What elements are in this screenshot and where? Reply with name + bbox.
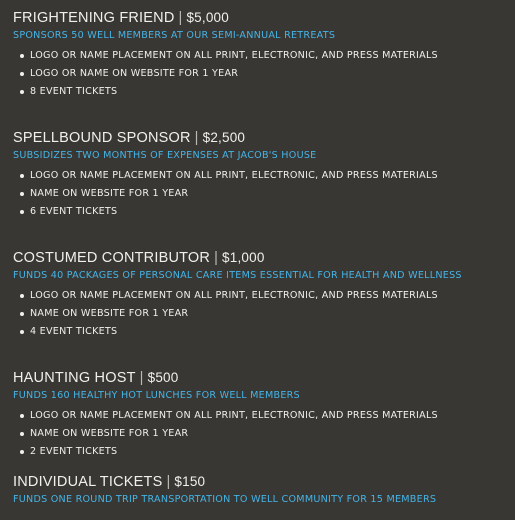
tier-name: HAUNTING HOST [13,370,136,386]
bullet-icon [20,90,24,94]
bullet-icon [20,414,24,418]
bullet-icon [20,72,24,76]
tier-title [13,9,508,27]
benefit-item [20,287,508,305]
tier-title [13,473,508,491]
title-separator: | [214,250,219,266]
tier-price: $5,000 [186,10,229,25]
benefit-item [20,407,508,425]
tier-name: SPELLBOUND SPONSOR [13,130,191,146]
bullet-icon [20,174,24,178]
benefit-text: 2 EVENT TICKETS [30,446,118,457]
benefit-text: 8 EVENT TICKETS [30,86,118,97]
bullet-icon [20,192,24,196]
benefit-item [20,305,508,323]
benefit-text: 4 EVENT TICKETS [30,326,118,337]
tier-haunting-host [13,369,508,461]
benefit-list [13,47,508,101]
benefit-item [20,47,508,65]
tier-name: FRIGHTENING FRIEND [13,10,175,26]
title-separator: | [194,130,199,146]
benefit-item [20,425,508,443]
benefit-list [13,167,508,221]
tier-frightening-friend [13,9,508,101]
title-separator: | [139,370,144,386]
tier-price: $2,500 [202,130,246,145]
benefit-text: LOGO OR NAME PLACEMENT ON ALL PRINT, ELECTRONIC, AND PRESS MATERIALS [30,50,438,61]
bullet-icon [20,54,24,58]
benefit-item [20,443,508,461]
tier-individual-tickets [13,473,508,506]
benefit-item [20,65,508,83]
benefit-text: 6 EVENT TICKETS [30,206,118,217]
tier-description: FUNDS 40 PACKAGES OF PERSONAL CARE ITEMS ESSENTIAL FOR HEALTH AND WELLNESS [13,270,462,281]
tier-price: $1,000 [222,250,265,265]
benefit-item [20,323,508,341]
tier-name: INDIVIDUAL TICKETS [13,474,163,490]
tier-description: FUNDS ONE ROUND TRIP TRANSPORTATION TO WELL COMMUNITY FOR 15 MEMBERS [13,494,437,505]
tier-title [13,369,508,387]
tier-title [13,129,508,147]
title-separator: | [178,10,183,26]
tier-price: $500 [147,370,179,385]
benefit-text: LOGO OR NAME PLACEMENT ON ALL PRINT, ELECTRONIC, AND PRESS MATERIALS [30,170,438,181]
benefit-item [20,83,508,101]
tier-name: COSTUMED CONTRIBUTOR [13,250,211,266]
benefit-item [20,203,508,221]
benefit-list [13,407,508,461]
bullet-icon [20,450,24,454]
tier-costumed-contributor [13,249,508,341]
benefit-text: LOGO OR NAME PLACEMENT ON ALL PRINT, ELECTRONIC, AND PRESS MATERIALS [30,410,438,421]
tier-price: $150 [174,474,206,489]
benefit-item [20,167,508,185]
title-separator: | [166,474,171,490]
benefit-list [13,287,508,341]
benefit-text: NAME ON WEBSITE FOR 1 YEAR [30,428,189,439]
bullet-icon [20,330,24,334]
benefit-text: LOGO OR NAME ON WEBSITE FOR 1 YEAR [30,68,239,79]
benefit-text: NAME ON WEBSITE FOR 1 YEAR [30,188,189,199]
bullet-icon [20,432,24,436]
benefit-item [20,185,508,203]
tier-description: SPONSORS 50 WELL MEMBERS AT OUR SEMI-ANNUAL RETREATS [13,30,336,41]
tier-title [13,249,508,267]
bullet-icon [20,312,24,316]
benefit-text: NAME ON WEBSITE FOR 1 YEAR [30,308,189,319]
benefit-text: LOGO OR NAME PLACEMENT ON ALL PRINT, ELECTRONIC, AND PRESS MATERIALS [30,290,438,301]
bullet-icon [20,294,24,298]
bullet-icon [20,210,24,214]
tier-description: SUBSIDIZES TWO MONTHS OF EXPENSES AT JACOB'S HOUSE [13,150,317,161]
tier-spellbound-sponsor [13,129,508,221]
tier-description: FUNDS 160 HEALTHY HOT LUNCHES FOR WELL MEMBERS [13,390,300,401]
